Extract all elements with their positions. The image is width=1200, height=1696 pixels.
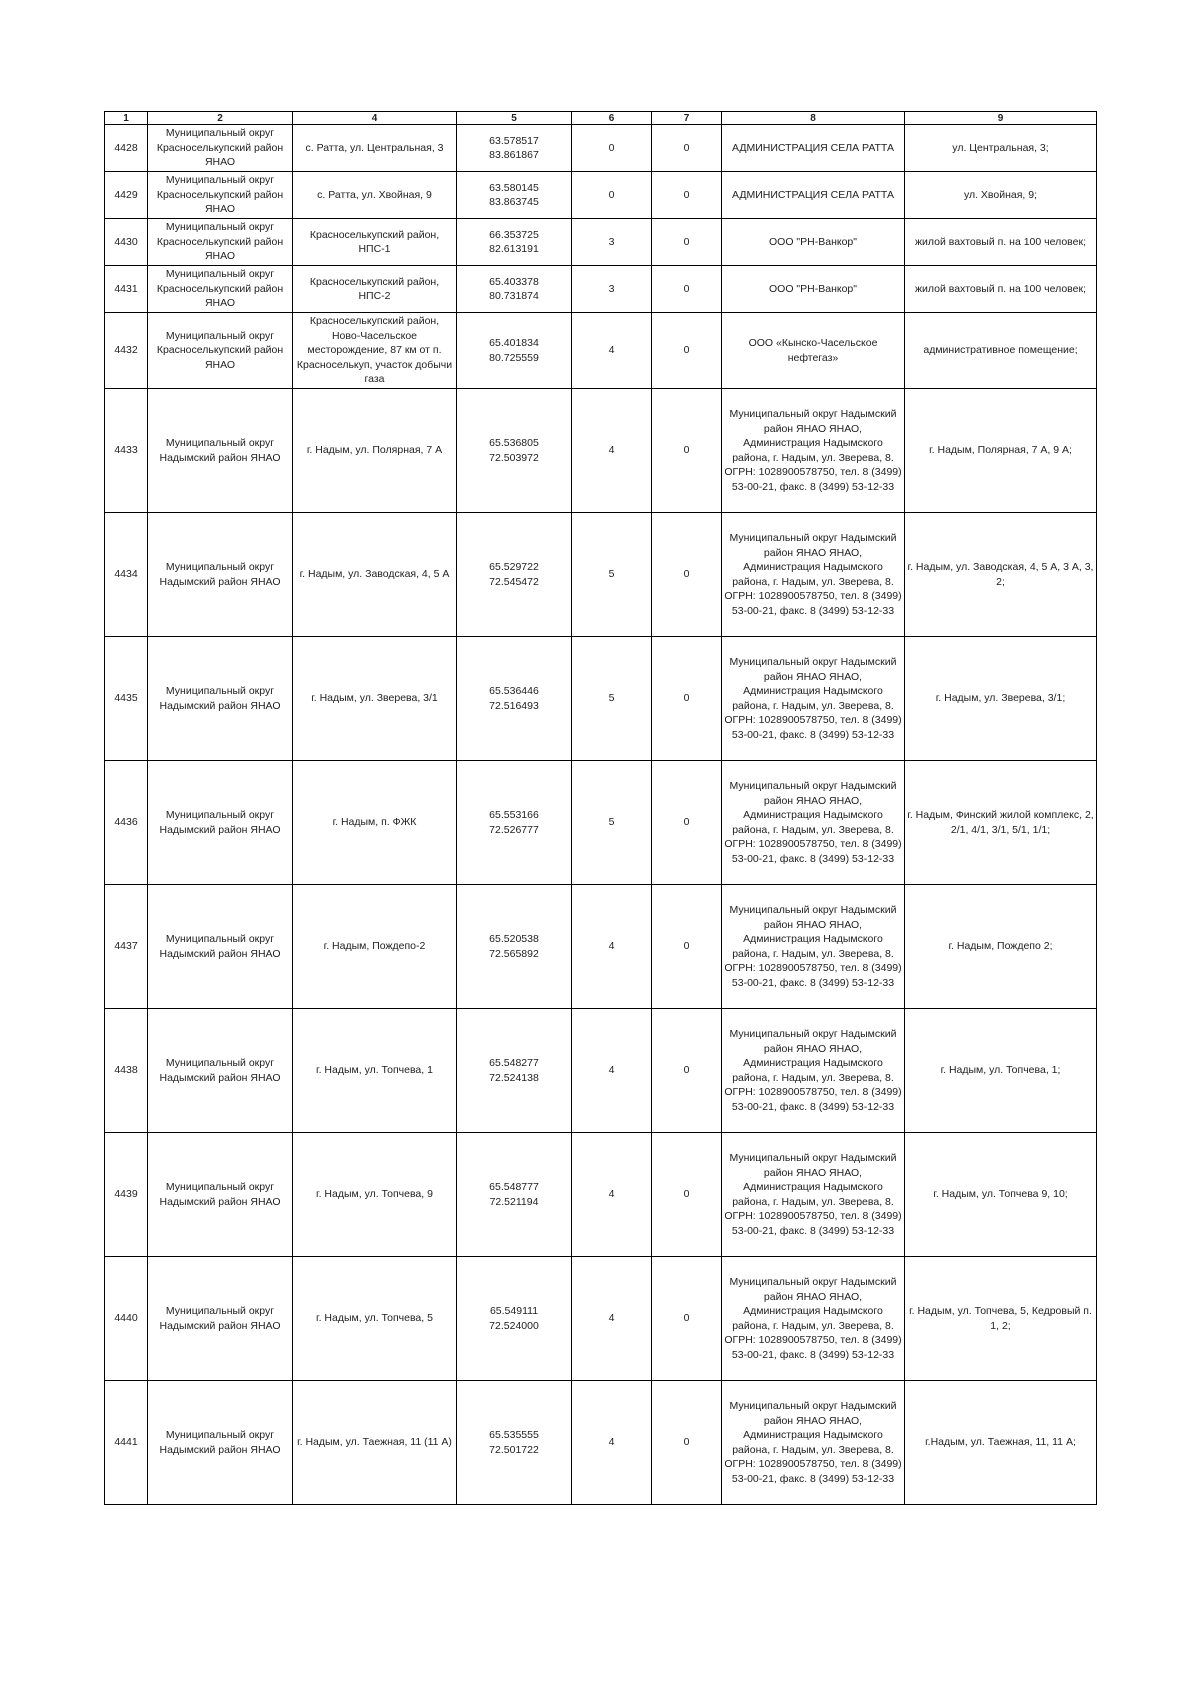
coordinates-cell	[457, 219, 572, 266]
organization-cell: АДМИНИСТРАЦИЯ СЕЛА РАТТА	[722, 172, 905, 219]
organization-cell: ООО "РН-Ванкор"	[722, 219, 905, 266]
table-row	[105, 219, 1097, 266]
coordinates-cell	[457, 1257, 572, 1381]
registry-table	[104, 111, 1097, 1505]
col7-cell: 0	[652, 1133, 722, 1257]
longitude: 72.501722	[489, 1443, 539, 1456]
col6-cell: 3	[572, 266, 652, 313]
col7-cell: 0	[652, 313, 722, 389]
coordinates-cell	[457, 1381, 572, 1505]
col7-cell: 0	[652, 389, 722, 513]
address-cell: г. Надым, ул. Полярная, 7 А	[293, 389, 457, 513]
col6-cell: 4	[572, 1009, 652, 1133]
col6-cell: 4	[572, 313, 652, 389]
row-number: 4428	[105, 125, 148, 172]
table-row	[105, 1133, 1097, 1257]
coordinates-cell	[457, 266, 572, 313]
table-row	[105, 761, 1097, 885]
served-objects-cell: г. Надым, ул. Зверева, 3/1;	[905, 637, 1097, 761]
longitude: 72.545472	[489, 575, 539, 588]
coordinates-cell	[457, 885, 572, 1009]
address-cell: г. Надым, Пождепо-2	[293, 885, 457, 1009]
latitude: 65.520538	[489, 933, 539, 945]
col7-cell: 0	[652, 513, 722, 637]
col7-cell: 0	[652, 1009, 722, 1133]
latitude: 65.548777	[489, 1181, 539, 1193]
table-row	[105, 266, 1097, 313]
served-objects-cell: г. Надым, Полярная, 7 А, 9 А;	[905, 389, 1097, 513]
served-objects-cell: г. Надым, ул. Заводская, 4, 5 А, 3 А, 3, 2;	[905, 513, 1097, 637]
latitude: 65.548277	[489, 1057, 539, 1069]
header-cell: 6	[572, 112, 652, 125]
address-cell: г. Надым, ул. Топчева, 1	[293, 1009, 457, 1133]
col7-cell: 0	[652, 219, 722, 266]
latitude: 65.403378	[489, 275, 539, 288]
table-row	[105, 1257, 1097, 1381]
district-cell: Муниципальный округ Красноселькупский район ЯНАО	[148, 125, 293, 172]
organization-cell: Муниципальный округ Надымский район ЯНАО ЯНАО, Администрация Надымского района, г. Надым, ул. Зверева, 8. ОГРН: 1028900578750, тел. 8 (3499) 53-00-21, факс. 8 (3499) 53-12-33	[722, 1381, 905, 1505]
district-cell: Муниципальный округ Надымский район ЯНАО	[148, 761, 293, 885]
col6-cell: 5	[572, 637, 652, 761]
col7-cell: 0	[652, 1381, 722, 1505]
served-objects-cell: ул. Центральная, 3;	[905, 125, 1097, 172]
col6-cell: 4	[572, 1381, 652, 1505]
table-row	[105, 885, 1097, 1009]
latitude: 65.549111	[489, 1305, 539, 1317]
address-cell: г. Надым, ул. Заводская, 4, 5 А	[293, 513, 457, 637]
col6-cell: 5	[572, 761, 652, 885]
organization-cell: Муниципальный округ Надымский район ЯНАО ЯНАО, Администрация Надымского района, г. Надым, ул. Зверева, 8. ОГРН: 1028900578750, тел. 8 (3499) 53-00-21, факс. 8 (3499) 53-12-33	[722, 389, 905, 513]
organization-cell: Муниципальный округ Надымский район ЯНАО ЯНАО, Администрация Надымского района, г. Надым, ул. Зверева, 8. ОГРН: 1028900578750, тел. 8 (3499) 53-00-21, факс. 8 (3499) 53-12-33	[722, 637, 905, 761]
address-cell: Красноселькупский район, НПС-2	[293, 266, 457, 313]
served-objects-cell: ул. Хвойная, 9;	[905, 172, 1097, 219]
organization-cell: Муниципальный округ Надымский район ЯНАО ЯНАО, Администрация Надымского района, г. Надым, ул. Зверева, 8. ОГРН: 1028900578750, тел. 8 (3499) 53-00-21, факс. 8 (3499) 53-12-33	[722, 885, 905, 1009]
district-cell: Муниципальный округ Надымский район ЯНАО	[148, 1381, 293, 1505]
served-objects-cell: г. Надым, ул. Топчева, 1;	[905, 1009, 1097, 1133]
row-number: 4435	[105, 637, 148, 761]
district-cell: Муниципальный округ Красноселькупский район ЯНАО	[148, 266, 293, 313]
header-cell: 7	[652, 112, 722, 125]
header-cell: 9	[905, 112, 1097, 125]
col7-cell: 0	[652, 125, 722, 172]
row-number: 4434	[105, 513, 148, 637]
header-cell: 8	[722, 112, 905, 125]
served-objects-cell: административное помещение;	[905, 313, 1097, 389]
header-cell: 4	[293, 112, 457, 125]
served-objects-cell: г. Надым, ул. Топчева, 5, Кедровый п. 1, 2;	[905, 1257, 1097, 1381]
latitude: 65.536446	[489, 685, 539, 697]
served-objects-cell: г. Надым, Пождепо 2;	[905, 885, 1097, 1009]
district-cell: Муниципальный округ Надымский район ЯНАО	[148, 1009, 293, 1133]
latitude: 63.578517	[489, 134, 539, 147]
address-cell: Красноселькупский район, Ново-Часельское месторождение, 87 км от п. Красноселькуп, участок добычи газа	[293, 313, 457, 389]
organization-cell: Муниципальный округ Надымский район ЯНАО ЯНАО, Администрация Надымского района, г. Надым, ул. Зверева, 8. ОГРН: 1028900578750, тел. 8 (3499) 53-00-21, факс. 8 (3499) 53-12-33	[722, 1257, 905, 1381]
coordinates-cell	[457, 1133, 572, 1257]
col6-cell: 4	[572, 1257, 652, 1381]
district-cell: Муниципальный округ Надымский район ЯНАО	[148, 885, 293, 1009]
col6-cell: 3	[572, 219, 652, 266]
latitude: 65.536805	[489, 437, 539, 449]
district-cell: Муниципальный округ Надымский район ЯНАО	[148, 513, 293, 637]
row-number: 4432	[105, 313, 148, 389]
coordinates-cell	[457, 125, 572, 172]
organization-cell: ООО "РН-Ванкор"	[722, 266, 905, 313]
organization-cell: Муниципальный округ Надымский район ЯНАО ЯНАО, Администрация Надымского района, г. Надым, ул. Зверева, 8. ОГРН: 1028900578750, тел. 8 (3499) 53-00-21, факс. 8 (3499) 53-12-33	[722, 1133, 905, 1257]
address-cell: с. Ратта, ул. Центральная, 3	[293, 125, 457, 172]
longitude: 72.524000	[489, 1319, 539, 1332]
organization-cell: Муниципальный округ Надымский район ЯНАО ЯНАО, Администрация Надымского района, г. Надым, ул. Зверева, 8. ОГРН: 1028900578750, тел. 8 (3499) 53-00-21, факс. 8 (3499) 53-12-33	[722, 761, 905, 885]
col6-cell: 4	[572, 1133, 652, 1257]
table-row	[105, 1009, 1097, 1133]
coordinates-cell	[457, 1009, 572, 1133]
address-cell: с. Ратта, ул. Хвойная, 9	[293, 172, 457, 219]
coordinates-cell	[457, 761, 572, 885]
longitude: 72.521194	[489, 1195, 539, 1208]
row-number: 4429	[105, 172, 148, 219]
col7-cell: 0	[652, 885, 722, 1009]
row-number: 4438	[105, 1009, 148, 1133]
coordinates-cell	[457, 313, 572, 389]
table-row	[105, 637, 1097, 761]
row-number: 4433	[105, 389, 148, 513]
served-objects-cell: г.Надым, ул. Таежная, 11, 11 А;	[905, 1381, 1097, 1505]
served-objects-cell: г. Надым, Финский жилой комплекс, 2, 2/1, 4/1, 3/1, 5/1, 1/1;	[905, 761, 1097, 885]
organization-cell: ООО «Кынско-Часельское нефтегаз»	[722, 313, 905, 389]
col6-cell: 5	[572, 513, 652, 637]
latitude: 65.535555	[489, 1429, 539, 1441]
longitude: 80.731874	[489, 290, 539, 302]
header-row	[105, 112, 1097, 125]
row-number: 4439	[105, 1133, 148, 1257]
longitude: 72.503972	[489, 451, 539, 464]
served-objects-cell: жилой вахтовый п. на 100 человек;	[905, 266, 1097, 313]
longitude: 72.565892	[489, 947, 539, 960]
address-cell: г. Надым, ул. Топчева, 5	[293, 1257, 457, 1381]
district-cell: Муниципальный округ Надымский район ЯНАО	[148, 637, 293, 761]
address-cell: Красноселькупский район, НПС-1	[293, 219, 457, 266]
district-cell: Муниципальный округ Надымский район ЯНАО	[148, 1257, 293, 1381]
longitude: 83.861867	[489, 149, 539, 161]
organization-cell: Муниципальный округ Надымский район ЯНАО ЯНАО, Администрация Надымского района, г. Надым, ул. Зверева, 8. ОГРН: 1028900578750, тел. 8 (3499) 53-00-21, факс. 8 (3499) 53-12-33	[722, 513, 905, 637]
longitude: 80.725559	[489, 351, 539, 364]
col6-cell: 0	[572, 172, 652, 219]
col7-cell: 0	[652, 266, 722, 313]
header-cell: 2	[148, 112, 293, 125]
row-number: 4436	[105, 761, 148, 885]
latitude: 65.553166	[489, 809, 539, 821]
latitude: 65.401834	[489, 337, 539, 349]
longitude: 72.524138	[489, 1071, 539, 1084]
district-cell: Муниципальный округ Надымский район ЯНАО	[148, 389, 293, 513]
latitude: 65.529722	[489, 561, 539, 573]
latitude: 66.353725	[489, 228, 539, 241]
district-cell: Муниципальный округ Красноселькупский район ЯНАО	[148, 219, 293, 266]
address-cell: г. Надым, ул. Топчева, 9	[293, 1133, 457, 1257]
row-number: 4437	[105, 885, 148, 1009]
table-row	[105, 1381, 1097, 1505]
row-number: 4431	[105, 266, 148, 313]
district-cell: Муниципальный округ Красноселькупский район ЯНАО	[148, 172, 293, 219]
col6-cell: 4	[572, 389, 652, 513]
table-row	[105, 513, 1097, 637]
coordinates-cell	[457, 513, 572, 637]
served-objects-cell: жилой вахтовый п. на 100 человек;	[905, 219, 1097, 266]
col7-cell: 0	[652, 1257, 722, 1381]
col6-cell: 0	[572, 125, 652, 172]
longitude: 83.863745	[489, 196, 539, 208]
row-number: 4440	[105, 1257, 148, 1381]
row-number: 4430	[105, 219, 148, 266]
latitude: 63.580145	[489, 181, 539, 194]
coordinates-cell	[457, 637, 572, 761]
table-row	[105, 313, 1097, 389]
col7-cell: 0	[652, 172, 722, 219]
organization-cell: Муниципальный округ Надымский район ЯНАО ЯНАО, Администрация Надымского района, г. Надым, ул. Зверева, 8. ОГРН: 1028900578750, тел. 8 (3499) 53-00-21, факс. 8 (3499) 53-12-33	[722, 1009, 905, 1133]
district-cell: Муниципальный округ Красноселькупский район ЯНАО	[148, 313, 293, 389]
table-row	[105, 125, 1097, 172]
col7-cell: 0	[652, 637, 722, 761]
address-cell: г. Надым, ул. Зверева, 3/1	[293, 637, 457, 761]
col7-cell: 0	[652, 761, 722, 885]
longitude: 82.613191	[489, 243, 539, 255]
header-cell: 5	[457, 112, 572, 125]
longitude: 72.516493	[489, 699, 539, 712]
table-row	[105, 389, 1097, 513]
district-cell: Муниципальный округ Надымский район ЯНАО	[148, 1133, 293, 1257]
row-number: 4441	[105, 1381, 148, 1505]
col6-cell: 4	[572, 885, 652, 1009]
table-row	[105, 172, 1097, 219]
coordinates-cell	[457, 172, 572, 219]
coordinates-cell	[457, 389, 572, 513]
organization-cell: АДМИНИСТРАЦИЯ СЕЛА РАТТА	[722, 125, 905, 172]
address-cell: г. Надым, ул. Таежная, 11 (11 А)	[293, 1381, 457, 1505]
header-cell: 1	[105, 112, 148, 125]
address-cell: г. Надым, п. ФЖК	[293, 761, 457, 885]
longitude: 72.526777	[489, 823, 539, 836]
served-objects-cell: г. Надым, ул. Топчева 9, 10;	[905, 1133, 1097, 1257]
